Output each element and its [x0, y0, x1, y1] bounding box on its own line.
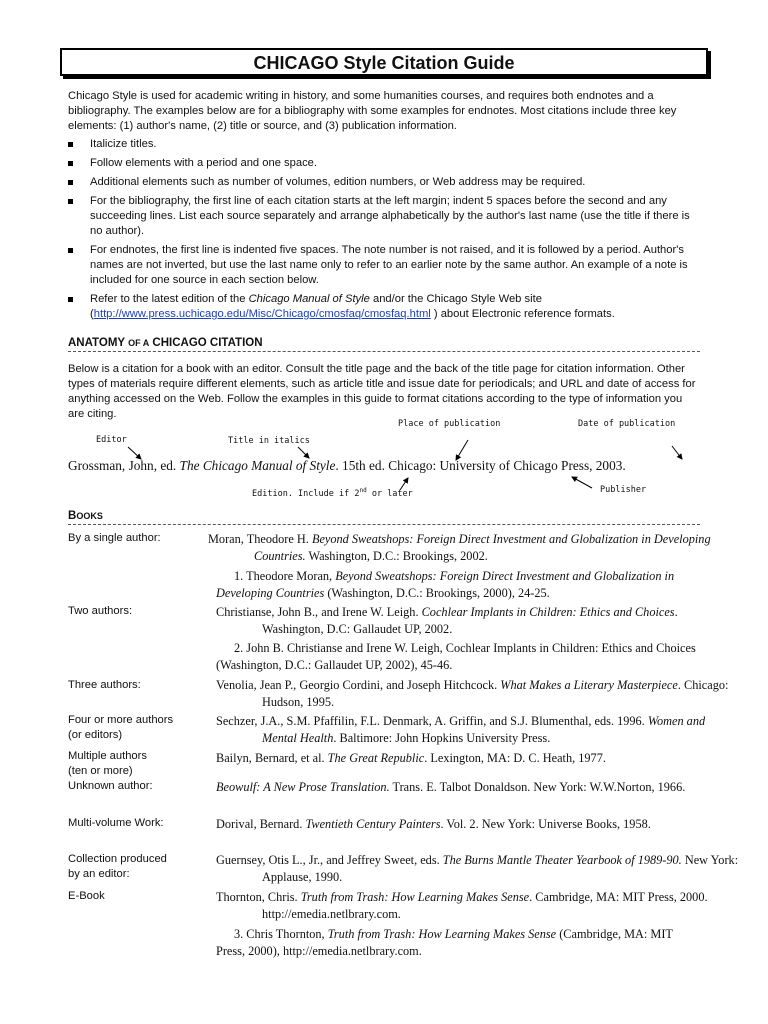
label-three-authors: Three authors:	[68, 679, 141, 691]
label-single-author: By a single author:	[68, 532, 161, 544]
label-two-authors: Two authors:	[68, 605, 133, 617]
label-four-authors: Four or more authors (or editors)	[68, 714, 174, 741]
label-publisher: Publisher	[600, 485, 647, 495]
label-place: Place of publication	[398, 419, 501, 429]
list-item: For the bibliography, the first line of each citation starts at the left margin; indent 5 spaces before the second and any succeeding lines. List each source separately and arrange alphabetically by the author's last name (use the title if there is no author).	[68, 194, 704, 239]
label-title: Title in italics	[228, 436, 310, 446]
intro-paragraph: Chicago Style is used for academic writing in history, and some humanities courses, and requires both endnotes and a bibliography. The examples below are for a bibliography with some examples for endnotes. Most citations include three key elements: (1) author's name, (2) title or source, and (3) publication information.	[68, 90, 677, 132]
arrow-title-icon	[298, 447, 309, 458]
citation-ebook: Thornton, Chris. Truth from Trash: How Learning Makes Sense. Cambridge, MA: MIT Press, 2000. http://emedia.netlbrary.com.	[216, 890, 708, 921]
example-citation: Grossman, John, ed. The Chicago Manual of Style. 15th ed. Chicago: University of Chicago Press, 2003.	[68, 458, 626, 473]
label-edition: Edition. Include if 2nd or later	[252, 487, 413, 499]
label-unknown-author: Unknown author:	[68, 780, 153, 792]
citation-collection: Guernsey, Otis L., Jr., and Jeffrey Sweet, eds. The Burns Mantle Theater Yearbook of 1989-90. New York: Applause, 1990.	[216, 853, 739, 884]
list-item: Follow elements with a period and one space.	[68, 156, 704, 171]
note-2: 2. John B. Christianse and Irene W. Leigh, Cochlear Implants in Children: Ethics and Choices (Washington, D.C.: Gallaudet UP, 2002), 45-46.	[216, 641, 696, 672]
label-multiple-authors: Multiple authors (ten or more)	[68, 750, 147, 777]
arrow-date-icon	[672, 446, 682, 459]
label-ebook: E-Book	[68, 890, 105, 902]
label-editor: Editor	[96, 435, 127, 445]
page-title: CHICAGO Style Citation Guide	[60, 48, 708, 76]
citation-two-authors: Christianse, John B., and Irene W. Leigh. Cochlear Implants in Children: Ethics and Choices. Washington, D.C: Gallaudet UP, 2002.	[216, 605, 678, 636]
anatomy-heading: ANATOMY OF A CHICAGO CITATION	[68, 337, 700, 352]
anatomy-paragraph: Below is a citation for a book with an editor. Consult the title page and the back of the title page for citation information. Other types of materials require different elements, such as article title and issue date for periodicals; and URL and date of access for anything accessed on the Web. Follow the examples in this guide to format citations according to the type of information you are citing.	[68, 363, 696, 420]
citation-unknown-author: Beowulf: A New Prose Translation. Trans. E. Talbot Donaldson. New York: W.W.Norton, 1966.	[216, 780, 686, 794]
arrow-publisher-icon	[572, 477, 592, 488]
list-item: Italicize titles.	[68, 137, 704, 152]
citation-three-authors: Venolia, Jean P., Georgio Cordini, and Joseph Hitchcock. What Makes a Literary Masterpiece. Chicago: Hudson, 1995.	[216, 678, 729, 709]
arrow-place-icon	[456, 440, 468, 460]
citation-four-authors: Sechzer, J.A., S.M. Pfaffilin, F.L. Denmark, A. Griffin, and S.J. Blumenthal, eds. 1996. Women and Mental Health. Baltimore: John Hopkins University Press.	[216, 714, 706, 745]
label-date: Date of publication	[578, 419, 676, 429]
label-multi-volume: Multi-volume Work:	[68, 817, 164, 829]
citation-multiple-authors: Bailyn, Bernard, et al. The Great Republic. Lexington, MA: D. C. Heath, 1977.	[216, 751, 606, 765]
cmos-faq-link[interactable]: http://www.press.uchicago.edu/Misc/Chicago/cmosfaq/cmosfaq.html	[93, 308, 431, 320]
note-3: 3. Chris Thornton, Truth from Trash: How Learning Makes Sense (Cambridge, MA: MIT Press, 2000), http://emedia.netlbrary.com.	[216, 927, 673, 958]
citation-multi-volume: Dorival, Bernard. Twentieth Century Painters. Vol. 2. New York: Universe Books, 1958.	[216, 817, 651, 831]
books-heading: BOOKS	[68, 510, 700, 525]
list-item: Additional elements such as number of volumes, edition numbers, or Web address may be required.	[68, 175, 704, 190]
list-item: For endnotes, the first line is indented five spaces. The note number is not raised, and it is followed by a period. Author's names are not inverted, but use the last name only to refer to an earlier note by the same author. An example of a note is included for one source in each section below.	[68, 243, 704, 288]
note-1: 1. Theodore Moran, Beyond Sweatshops: Foreign Direct Investment and Globalization in Developing Countries (Washington, D.C.: Brookings, 2000), 24-25.	[216, 569, 675, 600]
arrow-edition-icon	[400, 478, 408, 490]
list-item: Refer to the latest edition of the Chicago Manual of Style and/or the Chicago Style Web site (http://www.press.uchicago.edu/Misc/Chicago/cmosfaq/cmosfaq.html ) about Electronic reference formats.	[68, 292, 704, 322]
label-collection: Collection produced by an editor:	[68, 853, 167, 880]
citation-single-author: Moran, Theodore H. Beyond Sweatshops: Foreign Direct Investment and Globalization in Developing Countries. Washington, D.C.: Brookings, 2002.	[208, 532, 711, 563]
